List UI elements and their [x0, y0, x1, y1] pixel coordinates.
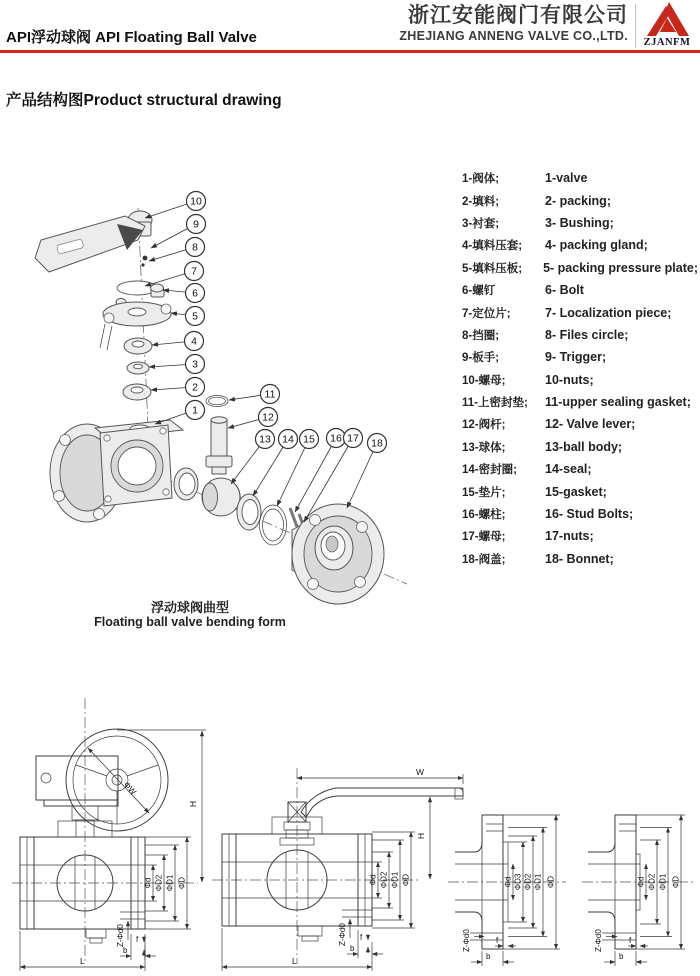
- section-title-zh: 产品结构图: [6, 92, 84, 109]
- part-valve-stem: [206, 417, 232, 474]
- parts-row: [462, 503, 698, 525]
- dim-b: b: [350, 944, 355, 953]
- dim-phiD1: ΦD1: [533, 873, 543, 891]
- part-en: 13-ball body;: [545, 439, 623, 454]
- part-zh: 13-球体;: [462, 441, 506, 454]
- dim-b: b: [123, 946, 128, 955]
- dim-phiD: ΦD: [671, 875, 681, 889]
- part-seat-ring: [174, 468, 198, 500]
- part-en: 8- Files circle;: [545, 327, 629, 342]
- part-en: 3- Bushing;: [545, 215, 614, 230]
- callout-8: [149, 238, 205, 262]
- svg-text:8: 8: [192, 241, 198, 254]
- parts-row: [462, 167, 698, 189]
- parts-row: [462, 391, 698, 413]
- part-zh: 11-上密封垫;: [462, 397, 528, 410]
- svg-text:3: 3: [192, 358, 198, 371]
- part-zh: 17-螺母;: [462, 531, 506, 544]
- dim-phiD2: ΦD2: [647, 873, 657, 891]
- parts-row: [462, 369, 698, 391]
- part-zh: 10-螺母;: [462, 374, 506, 387]
- callout-5: [171, 307, 205, 326]
- part-zh: 15-垫片;: [462, 486, 506, 499]
- caption-en: Floating ball valve bending form: [94, 615, 286, 629]
- header-rule: [0, 50, 700, 53]
- parts-row: [462, 324, 698, 346]
- part-en: 14-seal;: [545, 462, 592, 477]
- part-gasket: [260, 505, 287, 545]
- logo-text: ZJANFM: [643, 37, 691, 48]
- dim-L: L: [292, 956, 297, 966]
- dim-phiD1: ΦD1: [165, 874, 175, 892]
- company-block: [399, 3, 628, 43]
- part-en: 4- packing gland;: [545, 238, 648, 253]
- part-zh: 9-板手;: [462, 352, 500, 365]
- svg-text:17: 17: [347, 432, 359, 445]
- dim-f: f: [360, 933, 363, 942]
- dim-zphid0: Z-Φd0: [462, 929, 471, 952]
- dim-phid: Φd: [368, 874, 378, 886]
- part-packing: [123, 384, 151, 400]
- dim-phiW: ΦW: [121, 780, 138, 797]
- caption-zh: 浮动球阀曲型: [150, 600, 229, 615]
- part-en: 9- Trigger;: [545, 350, 607, 365]
- part-zh: 7-定位片;: [462, 307, 511, 320]
- svg-text:7: 7: [191, 265, 197, 278]
- svg-text:18: 18: [371, 437, 383, 450]
- callout-13: [231, 430, 275, 485]
- callout-3: [149, 355, 205, 374]
- dim-phiD: ΦD: [401, 873, 411, 887]
- parts-row: [462, 212, 698, 234]
- svg-text:5: 5: [192, 310, 198, 323]
- parts-row: [462, 257, 698, 279]
- svg-text:4: 4: [191, 335, 197, 348]
- svg-text:12: 12: [262, 411, 274, 424]
- part-retaining-ring: [141, 256, 147, 267]
- dim-L: L: [80, 956, 85, 966]
- part-en: 17-nuts;: [545, 529, 594, 544]
- company-name-chinese: 浙江安能阀门有限公司: [408, 4, 628, 27]
- header-divider: [635, 4, 636, 48]
- parts-row: [462, 413, 698, 435]
- dimension-drawings: [0, 690, 700, 976]
- callout-6: [163, 284, 205, 303]
- part-zh: 5-填料压板;: [462, 262, 523, 275]
- dim-phiD3: ΦD3: [513, 873, 523, 891]
- dim-f: f: [136, 935, 139, 944]
- dim-phiD2: ΦD2: [154, 874, 164, 892]
- part-packing-gland: [124, 338, 152, 354]
- svg-text:10: 10: [190, 195, 202, 208]
- dim-phiD1: ΦD1: [658, 873, 668, 891]
- parts-row: [462, 279, 698, 301]
- dim-phiD1: ΦD1: [390, 871, 400, 889]
- section-title: [6, 88, 282, 110]
- part-lever-handle: [35, 216, 145, 272]
- callout-7: [145, 262, 204, 287]
- dim-h2: H: [416, 832, 426, 840]
- parts-row: [462, 189, 698, 211]
- part-ball: [202, 478, 240, 516]
- dim-zphid0: Z-Φd0: [338, 923, 347, 946]
- parts-row: [462, 480, 698, 502]
- part-zh: 1-阀体;: [462, 173, 500, 186]
- drawing-flange-raised-face: [448, 815, 566, 966]
- section-title-en: Product structural drawing: [83, 92, 282, 109]
- drawing-flange-flat-face: [582, 815, 696, 966]
- logo-a-icon: [645, 2, 689, 38]
- dim-zphid0: Z-Φd0: [594, 929, 603, 952]
- dim-f: f: [629, 936, 632, 945]
- dim-phiD2: ΦD2: [523, 873, 533, 891]
- part-en: 15-gasket;: [545, 484, 607, 499]
- part-en: 1-valve: [545, 171, 588, 186]
- svg-text:6: 6: [192, 287, 198, 300]
- callout-4: [152, 332, 204, 351]
- dim-zphid0: Z-Φd0: [116, 924, 125, 947]
- svg-text:2: 2: [192, 381, 198, 394]
- part-en: 16- Stud Bolts;: [545, 507, 634, 522]
- part-en: 2- packing;: [545, 193, 611, 208]
- part-zh: 6-螺钉: [462, 285, 496, 298]
- svg-text:1: 1: [192, 404, 198, 417]
- exploded-view-drawing: [5, 178, 445, 608]
- dim-w: W: [415, 767, 425, 777]
- part-zh: 2-填料;: [462, 195, 500, 208]
- dim-f: f: [496, 936, 499, 945]
- parts-row: [462, 301, 698, 323]
- parts-row: [462, 346, 698, 368]
- dim-phiD2: ΦD2: [379, 871, 389, 889]
- part-zh: 12-阀杆;: [462, 419, 506, 432]
- part-en: 18- Bonnet;: [545, 551, 614, 566]
- part-upper-sealing-gasket: [206, 396, 228, 407]
- dim-h: H: [188, 800, 198, 808]
- company-logo: [640, 2, 694, 48]
- dim-phid: Φd: [503, 876, 513, 888]
- part-en: 12- Valve lever;: [545, 417, 636, 432]
- part-en: 11-upper sealing gasket;: [545, 395, 691, 410]
- part-zh: 18-阀盖;: [462, 553, 506, 566]
- svg-text:9: 9: [193, 218, 199, 231]
- parts-row: [462, 458, 698, 480]
- company-name-english: ZHEJIANG ANNENG VALVE CO.,LTD.: [399, 29, 628, 43]
- svg-text:15: 15: [303, 433, 315, 446]
- page-title: API浮动球阀 API Floating Ball Valve: [6, 29, 257, 46]
- svg-text:14: 14: [282, 433, 294, 446]
- part-zh: 3-衬套;: [462, 217, 500, 230]
- part-en: 10-nuts;: [545, 372, 594, 387]
- parts-row: [462, 548, 698, 570]
- part-en: 7- Localization piece;: [545, 305, 672, 320]
- svg-text:16: 16: [330, 432, 342, 445]
- dim-phid: Φd: [636, 876, 646, 888]
- part-zh: 4-填料压套;: [462, 240, 523, 253]
- parts-row: [462, 234, 698, 256]
- dim-b: b: [486, 952, 491, 961]
- part-zh: 16-螺柱;: [462, 509, 506, 522]
- parts-row: [462, 436, 698, 458]
- dim-b: b: [619, 952, 624, 961]
- part-en: 6- Bolt: [545, 283, 584, 298]
- drawing-gear-valve: [12, 698, 206, 971]
- callout-12: [228, 408, 278, 429]
- svg-text:13: 13: [259, 433, 271, 446]
- parts-list: [462, 167, 698, 570]
- part-zh: 8-挡圈;: [462, 329, 500, 342]
- parts-row: [462, 525, 698, 547]
- dim-phid: Φd: [143, 877, 153, 889]
- part-valve-body: [50, 420, 183, 522]
- part-en: 5- packing pressure plate;: [543, 260, 698, 275]
- drawing-lever-valve: [212, 767, 463, 971]
- dim-phiD: ΦD: [546, 875, 556, 889]
- callout-2: [151, 378, 205, 397]
- callout-11: [229, 385, 280, 404]
- part-zh: 14-密封圈;: [462, 464, 517, 477]
- part-bushing: [127, 362, 149, 374]
- svg-text:11: 11: [264, 388, 276, 401]
- part-seal: [237, 494, 261, 530]
- dim-phiD: ΦD: [177, 876, 187, 890]
- exploded-view-caption: [55, 600, 325, 630]
